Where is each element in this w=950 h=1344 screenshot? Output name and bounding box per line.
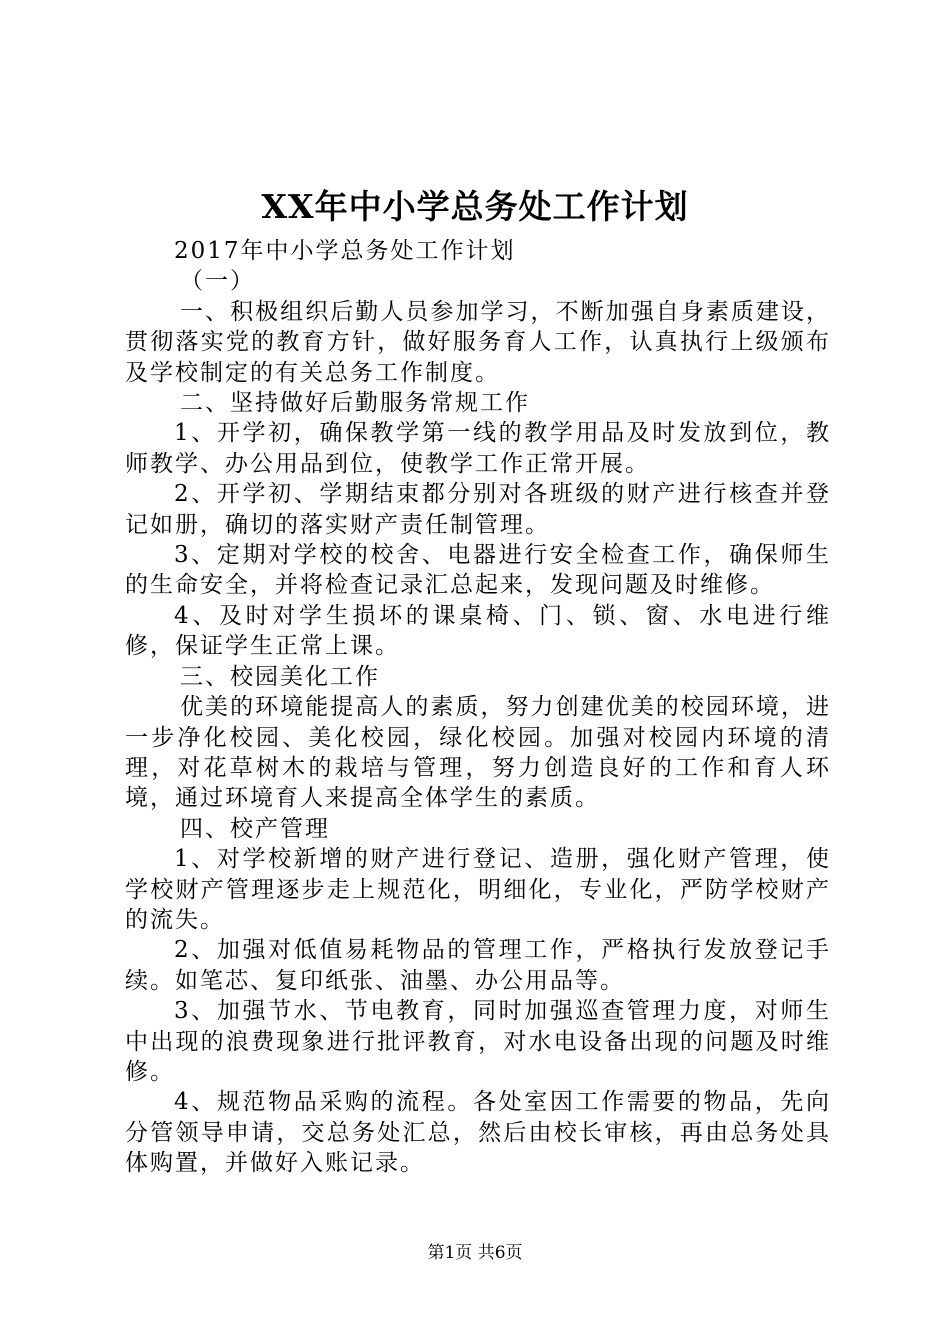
paragraph: 4、及时对学生损坏的课桌椅、门、锁、窗、水电进行维修，保证学生正常上课。 xyxy=(125,602,831,660)
paragraph: 一、积极组织后勤人员参加学习，不断加强自身素质建设，贯彻落实党的教育方针，做好服务育人工作，认真执行上级颁布及学校制定的有关总务工作制度。 xyxy=(125,298,831,386)
paragraph: 2、开学初、学期结束都分别对各班级的财产进行核查并登记如册，确切的落实财产责任制管理。 xyxy=(125,481,831,538)
document-body xyxy=(125,236,831,1179)
paragraph: 3、定期对学校的校舍、电器进行安全检查工作，确保师生的生命安全，并将检查记录汇总起来，发现问题及时维修。 xyxy=(125,542,831,599)
paragraph: 四、校产管理 xyxy=(180,815,330,842)
paragraph: 2、加强对低值易耗物品的管理工作，严格执行发放登记手续。如笔芯、复印纸张、油墨、办公用品等。 xyxy=(125,937,831,994)
paragraph: 3、加强节水、节电教育，同时加强巡查管理力度，对师生中出现的浪费现象进行批评教育，对水电设备出现的问题及时维修。 xyxy=(125,998,831,1085)
section-mark: （一） xyxy=(180,268,255,295)
paragraph: 三、校园美化工作 xyxy=(180,663,380,690)
paragraph: 4、规范物品采购的流程。各处室因工作需要的物品，先向分管领导申请，交总务处汇总，然后由校长审核，再由总务处具体购置，并做好入账记录。 xyxy=(125,1089,831,1177)
document-title: XX年中小学总务处工作计划 xyxy=(261,187,689,226)
paragraph: 1、开学初，确保教学第一线的教学用品及时发放到位，教师教学、办公用品到位，使教学工作正常开展。 xyxy=(125,420,831,477)
paragraph: 1、对学校新增的财产进行登记、造册，强化财产管理，使学校财产管理逐步走上规范化，明细化，专业化，严防学校财产的流失。 xyxy=(125,846,831,933)
subtitle: 2017年中小学总务处工作计划 xyxy=(174,238,516,264)
page-footer: 第1页 共6页 xyxy=(427,1243,523,1263)
paragraph: 二、坚持做好后勤服务常规工作 xyxy=(180,390,530,417)
paragraph: 优美的环境能提高人的素质，努力创建优美的校园环境，进一步净化校园、美化校园，绿化校园。加强对校园内环境的清理，对花草树木的栽培与管理，努力创造良好的工作和育人环境，通过环境育人来提高全体学生的素质。 xyxy=(125,694,831,812)
